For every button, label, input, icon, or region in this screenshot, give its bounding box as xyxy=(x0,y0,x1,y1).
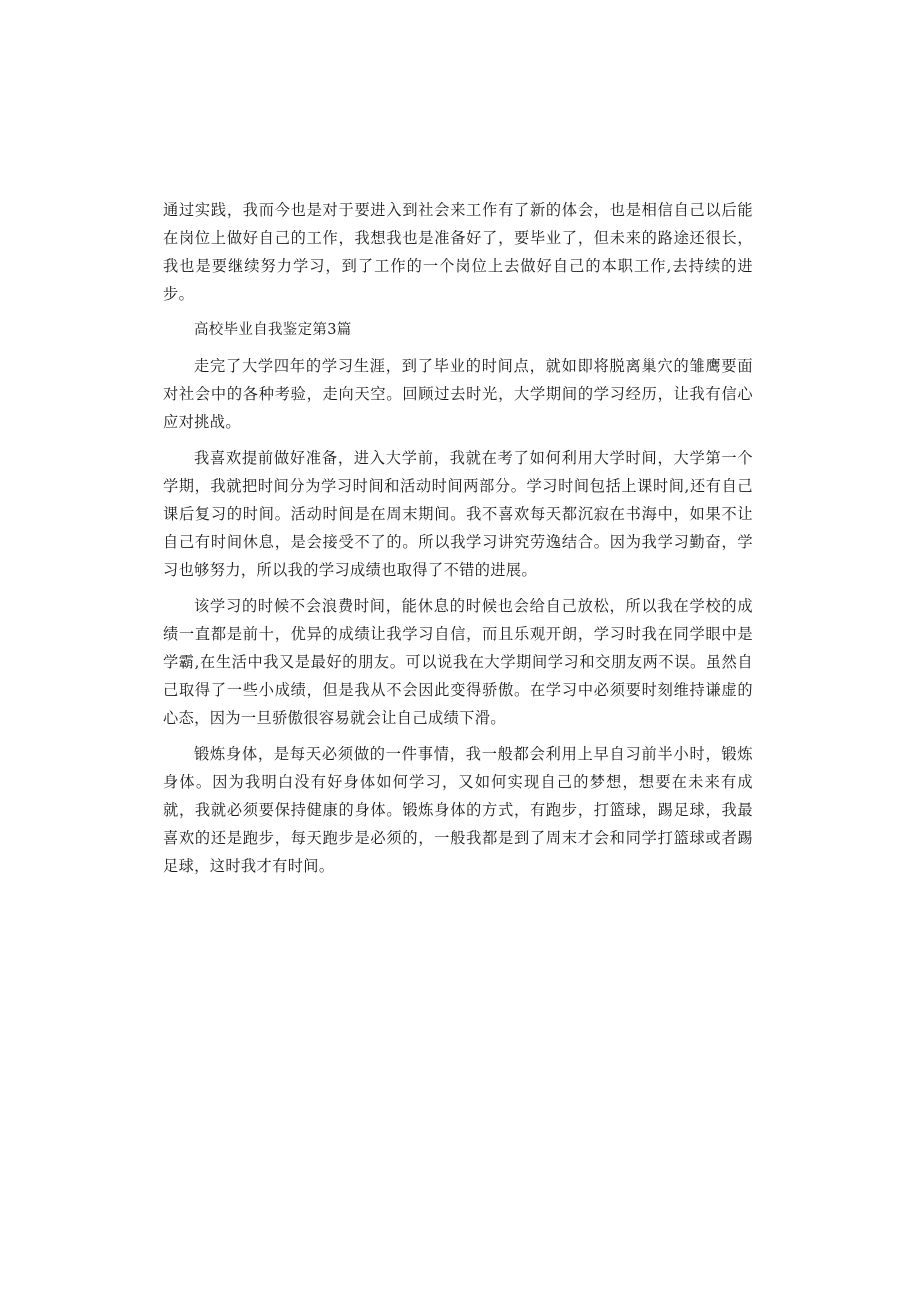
paragraph-gap xyxy=(163,436,753,444)
paragraph-preparation: 我喜欢提前做好准备，进入大学前，我就在考了如何利用大学时间，大学第一个学期，我就把时间分为学习时间和活动时间两部分。学习时间包括上课时间,还有自己课后复习的时间。活动时间是在周末期间。我不喜欢每天都沉寂在书海中，如果不让自己有时间休息，是会接受不了的。所以我学习讲究劳逸结合。因为我学习勤奋，学习也够努力，所以我的学习成绩也取得了不错的进展。 xyxy=(163,449,753,579)
document-body xyxy=(163,196,753,880)
paragraph-gap xyxy=(163,584,753,592)
section-heading: 高校毕业自我鉴定第3篇 xyxy=(194,322,352,338)
paragraph-gap xyxy=(163,308,753,316)
paragraph-intro: 通过实践，我而今也是对于要进入到社会来工作有了新的体会，也是相信自己以后能在岗位上做好自己的工作，我想我也是准备好了，要毕业了，但未来的路途还很长，我也是要继续努力学习，到了工作的一个岗位上去做好自己的本职工作,去持续的进步。 xyxy=(163,201,753,303)
paragraph-gap xyxy=(163,344,753,352)
paragraph-gap xyxy=(163,732,753,740)
paragraph-study-balance: 该学习的时候不会浪费时间，能休息的时候也会给自己放松，所以我在学校的成绩一直都是前十，优异的成绩让我学习自信，而且乐观开朗，学习时我在同学眼中是学霸,在生活中我又是最好的朋友。可以说我在大学期间学习和交朋友两不误。虽然自己取得了一些小成绩，但是我从不会因此变得骄傲。在学习中必须要时刻维持谦虚的心态，因为一旦骄傲很容易就会让自己成绩下滑。 xyxy=(163,597,753,727)
paragraph-exercise: 锻炼身体，是每天必须做的一件事情，我一般都会利用上早自习前半小时，锻炼身体。因为我明白没有好身体如何学习，又如何实现自己的梦想，想要在未来有成就，我就必须要保持健康的身体。锻炼身体的方式，有跑步，打篮球，踢足球，我最喜欢的还是跑步，每天跑步是必须的，一般我都是到了周末才会和同学打篮球或者踢足球，这时我才有时间。 xyxy=(163,745,753,875)
paragraph-graduation: 走完了大学四年的学习生涯，到了毕业的时间点，就如即将脱离巢穴的雏鹰要面对社会中的各种考验，走向天空。回顾过去时光，大学期间的学习经历，让我有信心应对挑战。 xyxy=(163,357,753,431)
